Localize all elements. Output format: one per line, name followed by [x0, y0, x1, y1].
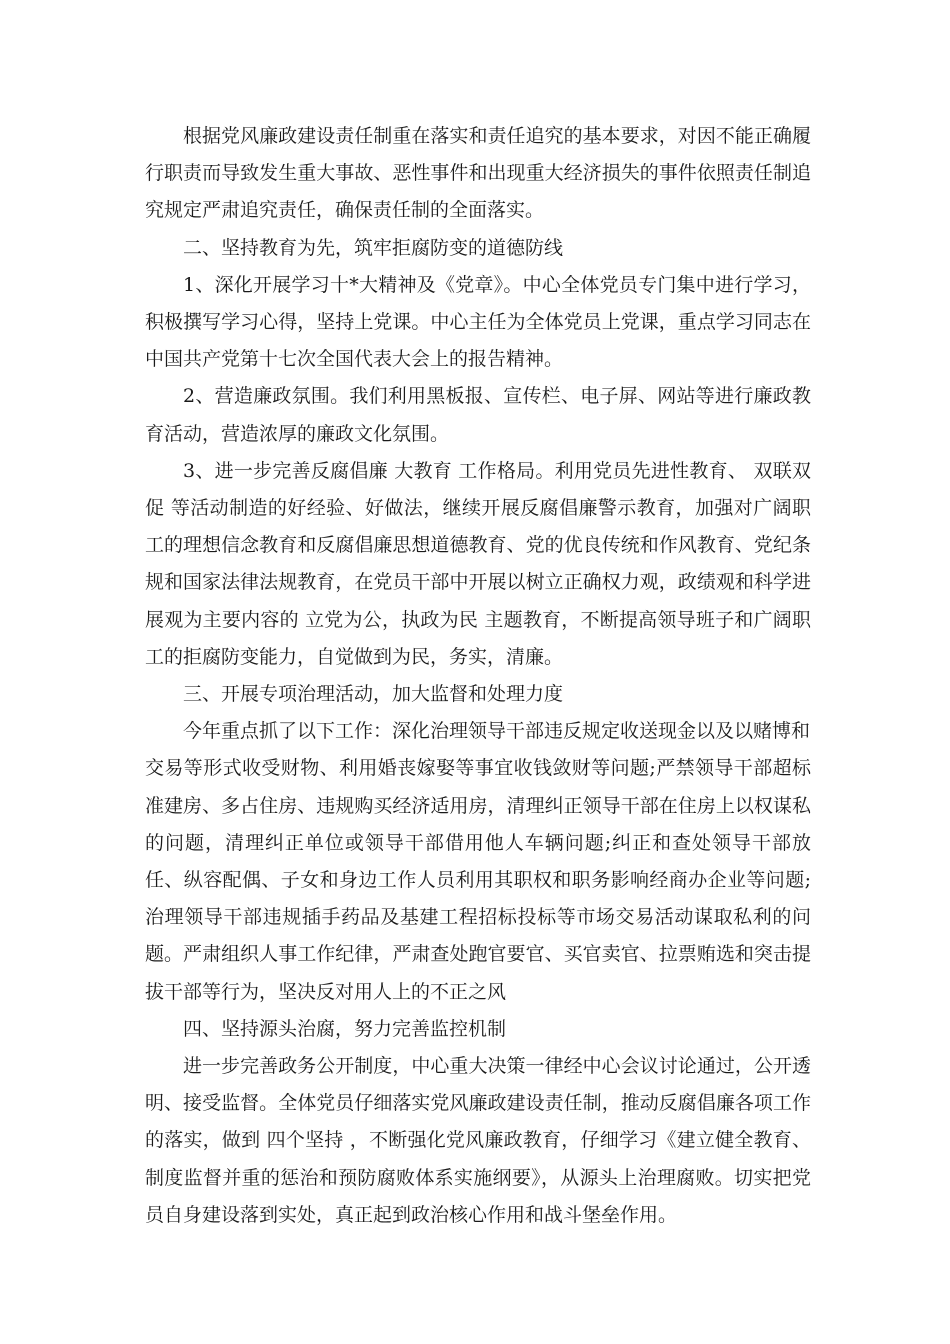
paragraph-responsibility: 根据党风廉政建设责任制重在落实和责任追究的基本要求，对因不能正确履行职责而导致发生重大事故、恶性事件和出现重大经济损失的事件依照责任制追究规定严肃追究责任，确保责任制的全面落实。: [145, 125, 811, 222]
document-body: [145, 118, 811, 1234]
paragraph-education-pattern: 3、进一步完善反腐倡廉 大教育 工作格局。利用党员先进性教育、 双联双促 等活动制造的好经验、好做法，继续开展反腐倡廉警示教育，加强对广阔职工的理想信念教育和反腐倡廉思想道德教育、党的优良传统和作风教育、党纪条规和国家法律法规教育，在党员干部中开展以树立正确权力观，政绩观和科学进展观为主要内容的 立党为公，执政为民 主题教育，不断提高领导班子和广阔职工的拒腐防变能力，自觉做到为民，务实，清廉。: [145, 459, 811, 668]
paragraph-transparency: 进一步完善政务公开制度，中心重大决策一律经中心会议讨论通过，公开透明、接受监督。全体党员仔细落实党风廉政建设责任制，推动反腐倡廉各项工作的落实，做到 四个坚持 ，不断强化党风廉政教育，仔细学习《建立健全教育、制度监督并重的惩治和预防腐败体系实施纲要》，从源头上治理腐败。切实把党员自身建设落到实处，真正起到政治核心作用和战斗堡垒作用。: [145, 1055, 811, 1226]
section-heading-education: 二、坚持教育为先，筑牢拒腐防变的道德防线: [183, 236, 564, 259]
paragraph-study: 1、深化开展学习十*大精神及《党章》。中心全体党员专门集中进行学习，积极撰写学习心得，坚持上党课。中心主任为全体党员上党课，重点学习同志在中国共产党第十七次全国代表大会上的报告精神。: [145, 273, 811, 371]
section-heading-source-governance: 四、坚持源头治腐，努力完善监控机制: [183, 1017, 507, 1040]
paragraph-key-work: 交易等形式收受财物、利用婚丧嫁娶等事宜收钱敛财等问题;严禁领导干部超标准建房、多占住房、违规购买经济适用房，清理纠正领导干部在住房上以权谋私的问题，清理纠正单位或领导干部借用他人车辆问题;纠正和查处领导干部放任、纵容配偶、子女和身边工作人员利用其职权和职务影响经商办企业等问题;治理领导干部违规插手药品及基建工程招标投标等市场交易活动谋取私利的问题。严肃组织人事工作纪律，严肃查处跑官要官、买官卖官、拉票贿选和突击提拔干部等行为，坚决反对用人上的不正之风: [145, 757, 811, 1003]
paragraph-atmosphere: 2、营造廉政氛围。我们利用黑板报、宣传栏、电子屏、网站等进行廉政教育活动，营造浓厚的廉政文化氛围。: [145, 385, 811, 445]
paragraph-key-work-first-line: 今年重点抓了以下工作：深化治理领导干部违反规定收送现金以及以赌博和: [183, 720, 811, 743]
section-heading-special-governance: 三、开展专项治理活动，加大监督和处理力度: [183, 683, 564, 706]
